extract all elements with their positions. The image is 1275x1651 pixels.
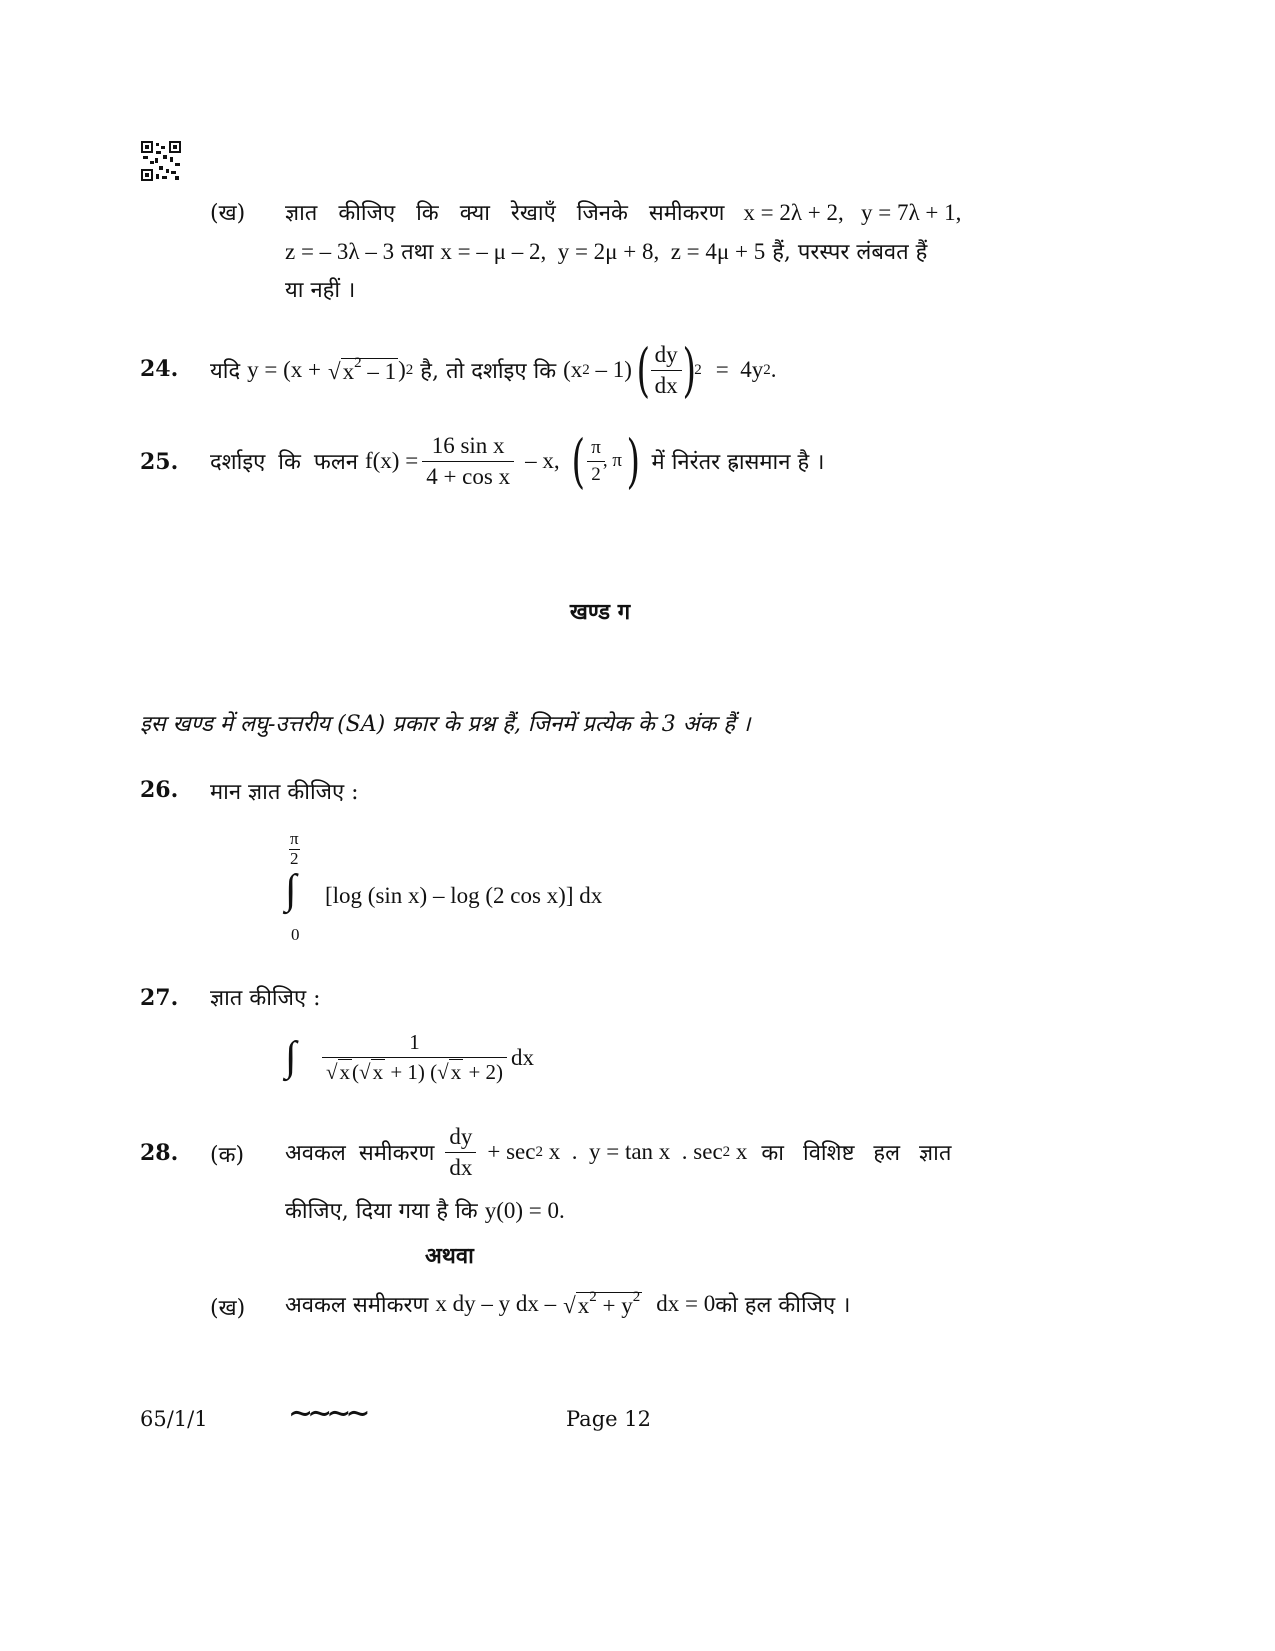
q24-left-paren: (: [636, 336, 651, 404]
q28-a-math-exp: 2: [535, 1143, 543, 1160]
q28-number: 28.: [140, 1140, 179, 1166]
q25-frac-den: 4 + cos x: [426, 463, 511, 489]
q23-line2: [285, 236, 927, 266]
q26-integral-sign: ∫: [285, 867, 297, 913]
q24-math-c-exp: 2: [582, 361, 590, 378]
q24-text-a: यदि: [210, 359, 241, 384]
q28-b-line: [285, 1282, 851, 1326]
q28-b-text-2: को हल कीजिए ।: [715, 1293, 851, 1318]
q28-a-fraction: [445, 1124, 476, 1181]
q25-number: 25.: [140, 449, 179, 475]
q26-upper-num: π: [290, 829, 299, 848]
q28-label-a: (क): [210, 1143, 245, 1168]
q28-a-math: + sec: [487, 1139, 536, 1164]
q27-den-part2-tail: + 1): [385, 1060, 425, 1084]
footer-code: 65/1/1: [140, 1407, 208, 1431]
q27-text: ज्ञात कीजिए :: [210, 986, 321, 1011]
q25-math-b: – x,: [525, 448, 560, 473]
q25-right-paren: ): [626, 427, 641, 495]
section-instruction: इस खण्ड में लघु-उत्तरीय (SA) प्रकार के प्रश्न हैं, जिनमें प्रत्येक के 3 अंक हैं ।: [140, 712, 751, 737]
q26-upper-den: 2: [290, 848, 299, 868]
q28-b-text-1: अवकल समीकरण: [285, 1293, 429, 1318]
q28-a-math-tail: x . y = tan x . sec: [542, 1139, 723, 1164]
q26-text: मान ज्ञात कीजिए :: [210, 780, 359, 805]
q24-text-b: है, तो दर्शाइए कि: [420, 359, 557, 384]
q28-a-frac-den: dx: [449, 1154, 473, 1180]
q24-statement: [210, 335, 776, 405]
q24-frac-num: dy: [651, 342, 682, 371]
q24-math-d-exp: 2: [763, 361, 771, 378]
q26-lower-limit: 0: [291, 925, 300, 944]
q28-b-math-a: x dy – y dx –: [435, 1291, 557, 1316]
q28-b-rad-plus: + y: [596, 1293, 633, 1318]
q27-den-part3-tail: + 2): [463, 1060, 504, 1084]
q26-number: 26.: [140, 777, 179, 803]
qr-code-icon: [141, 141, 181, 181]
q27-den-part1: x: [339, 1060, 351, 1084]
q27-integral-sign: ∫: [285, 1034, 297, 1080]
q24-radicand-tail: – 1: [361, 359, 397, 384]
q27-fraction: [322, 1030, 507, 1085]
q24-frac-den: dx: [654, 372, 678, 398]
q28-a-math-tail2: x: [730, 1139, 748, 1164]
q23-line1-math: x = 2λ + 2, y = 7λ + 1,: [743, 200, 962, 225]
q25-statement: [210, 425, 824, 497]
q23-line2-math-a: z = – 3λ – 3: [285, 239, 395, 264]
q24-close: ): [398, 357, 406, 382]
q28-b-sqrt: $√x^2 + y^2$: [563, 1289, 641, 1318]
q28-a-line2-text: कीजिए, दिया गया है कि: [285, 1199, 478, 1224]
footer-ornament: ∼∼∼∼: [288, 1396, 365, 1431]
q28-label-b: (ख): [210, 1296, 246, 1321]
q25-text-b: में निरंतर ह्रासमान है ।: [651, 450, 825, 475]
q23-line1-text: ज्ञात कीजिए कि क्या रेखाएँ जिनके समीकरण: [285, 201, 725, 226]
q23-line2-math-b: x = – μ – 2, y = 2μ + 8, z = 4μ + 5: [440, 239, 766, 264]
q28-a-text-1: अवकल समीकरण: [285, 1141, 435, 1166]
footer-page: Page 12: [566, 1407, 651, 1431]
q28-a-line2: [285, 1195, 565, 1225]
q28-a-text-2: का विशिष्ट हल ज्ञात: [761, 1141, 952, 1166]
section-title: खण्ड ग: [569, 599, 631, 625]
q27-den-part3: x: [450, 1060, 462, 1084]
q23-label: (ख): [210, 201, 246, 226]
q24-frac-exp: 2: [694, 361, 702, 378]
q27-frac-den: √x(√x + 1) (√x + 2): [326, 1060, 504, 1084]
q24-close-exp: 2: [405, 361, 414, 378]
q26-upper-limit: [289, 830, 300, 868]
q24-math-d: = 4y: [715, 357, 764, 382]
q24-math-c: (x: [563, 357, 583, 382]
q25-left-paren: (: [571, 427, 585, 495]
q24-radicand-exp: 2: [354, 355, 362, 371]
q24-radicand: x: [342, 359, 355, 384]
q24-math-c-tail: – 1): [589, 357, 632, 382]
q24-math-d-end: .: [770, 357, 777, 382]
q25-math-a: f(x) =: [364, 448, 419, 473]
q27-den-part2: x: [372, 1060, 384, 1084]
q24-derivative-fraction: [651, 342, 682, 399]
q28-b-rad-x-exp: 2: [589, 1289, 597, 1305]
q23-line3: या नहीं ।: [285, 278, 356, 303]
q24-math-a: y = (x +: [247, 357, 321, 382]
q28-a-frac-num: dy: [445, 1124, 476, 1153]
q25-text-a: दर्शाइए कि फलन: [210, 450, 358, 475]
q24-number: 24.: [140, 356, 179, 382]
q26-integrand: [log (sin x) – log (2 cos x)] dx: [325, 883, 603, 908]
q25-frac-num: 16 sin x: [422, 433, 514, 462]
q24-sqrt: $√x^2 - 1$: [328, 355, 397, 384]
q27-number: 27.: [140, 985, 179, 1011]
q25-function-fraction: [422, 433, 514, 490]
q28-a-line1: [285, 1121, 1025, 1183]
q23-line2-text-a: तथा: [401, 240, 434, 265]
q23-line2-text-b: हैं, परस्पर लंबवत हैं: [772, 240, 928, 265]
q28-or: अथवा: [425, 1243, 474, 1269]
q28-a-math-exp2: 2: [722, 1143, 731, 1160]
q23-line1: [285, 197, 1025, 227]
q28-b-math-b: dx = 0: [656, 1291, 716, 1316]
q28-b-rad-x: x: [577, 1293, 590, 1318]
q24-right-paren: ): [682, 336, 696, 404]
q27-tail: dx: [511, 1044, 535, 1070]
q25-interval-den: 2: [591, 463, 601, 485]
q28-a-line2-math: y(0) = 0.: [484, 1198, 565, 1223]
q25-interval-num: π: [587, 437, 605, 462]
q27-frac-num: 1: [322, 1030, 507, 1058]
q27-expression: [318, 1030, 534, 1085]
q25-interval-tail: , π: [602, 450, 622, 471]
q28-b-rad-y-exp: 2: [632, 1289, 641, 1305]
